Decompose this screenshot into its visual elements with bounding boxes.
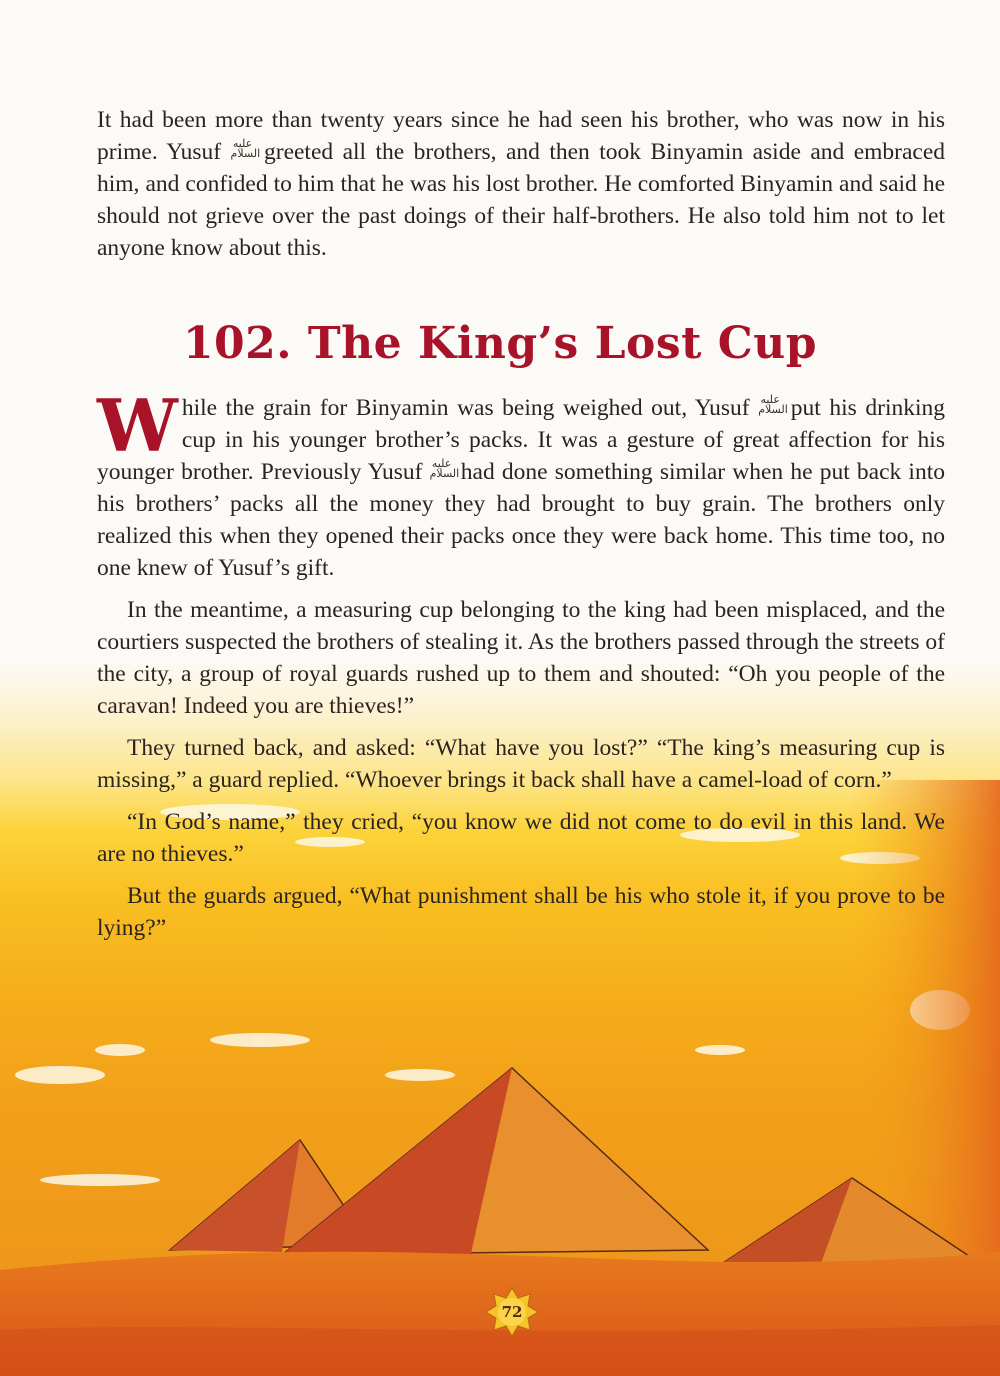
drop-cap: W [97,383,178,468]
story-paragraph-1: While the grain for Binyamin was being weighed out, Yusuf عليه السلام put his drinking cup in his younger brother’s packs. It was a gesture of great affection for his younger brother. Previously Yusuf عليه السلام had done something similar when he put back into his brothers’ packs all the money they had brought to buy grain. The brothers only realized this when they opened their packs once they were back home. This time too, no one knew of Yusuf’s gift. [97,383,946,581]
story-paragraph-3: They turned back, and asked: “What have you lost?” “The king’s measuring cup is missing,” a guard replied. “Whoever brings it back shall have a camel-load of corn.” [97,735,945,793]
honorific-symbol: عليه السلام [230,137,261,160]
intro-text: It had been more than twenty years since he had seen his brother, who was now in his prime. Yusuf عليه السلام greeted all the brothers, and then took Binyamin aside and embraced him, and confided to him that he was his lost brother. He comforted Binyamin and said he should not grieve over the past doings of their half-brothers. He also told him not to let anyone know about this. [97,107,946,261]
story-body [97,383,946,944]
honorific-symbol: عليه السلام [429,457,460,480]
small-pyramid-left-shade [170,1140,300,1252]
honorific-symbol: عليه السلام [758,393,788,416]
story-paragraph-4: “In God’s name,” they cried, “you know we did not come to do evil in this land. We are no thieves.” [97,809,945,867]
chapter-heading: 102. The King’s Lost Cup [182,318,818,369]
intro-paragraph [97,104,945,264]
page-number: 72 [501,1303,523,1321]
story-paragraph-2: In the meantime, a measuring cup belonging to the king had been misplaced, and the courtiers suspected the brothers of stealing it. As the brothers passed through the streets of the city, a group of royal guards rushed up to them and shouted: “Oh you people of the caravan! Indeed you are thieves!” [97,597,945,719]
story-paragraph-5: But the guards argued, “What punishment shall be his who stole it, if you prove to be lying?” [97,883,945,941]
